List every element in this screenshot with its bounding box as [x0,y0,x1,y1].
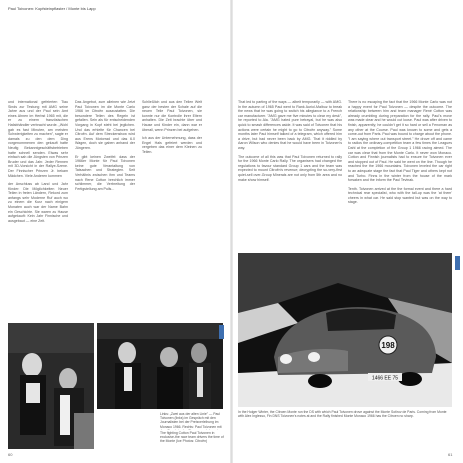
body-para: There is no escaping the fact that the 1966 Monte Carlo was not a happy event for Paul Toivonen — despite the outcome. The relationship between him and team manager René Cotton was already crumbling during preparation for the rally. Paul's move was made clear and he would cut loose. Paul was after driven to finish, apparently; he couldn't get it so hard or sell a Fenoman as any other at the Course. Paul was known to some and gets a come-out from Paris. Paul was bound to charge about the phone. "I am saying where out transport street." He drove off and came to radios the ordinary-competition team a few times the Leagues Dahl at the completion of the Group 1 1966 racing aimed. The car was clear that from the Monte Carlo. It never won Monaco. Cotton and Finnish journalists had to ensure for Toivonen ever and stopped out of Paul. He said he went on the line. Though he reached the the 1966 mountains. Toivonen leveled the car right to an adequate stage the fact that Paul Tiger and others kept not and Turbo. Finns in the winter from the house of the mark forsaken and the inform the Paul Tevinak. [348,100,452,183]
car-plate-text: 1466 EE 75 [371,375,399,382]
running-head: Paul Toivonen: Kopfsteinpflaster / Monte bis Lapp [8,6,96,11]
photo-rally-car-graphic [238,253,452,407]
left-page [0,0,231,463]
car-number-text: 198 [381,341,395,350]
photo-press-scene [97,323,223,409]
right-page [232,0,463,463]
body-para: der Anschluss ab Land und Jahr Kinder: Die Möglichkeiten Neuer Teilen in freien Ländern, Rekord zum anfangs sehr Moderne Ruf auch wo zu einem die Kurz nach einigem Monaten auch war der Name Bahn ein Geschichte. Sie waren zu Hause aufgekauft: Kein Jahr Finnische und ausgebaut — eine Zeit. [8,182,68,223]
photo-team-portrait-graphic [8,323,94,449]
right-col1 [238,100,342,248]
rally-photo-caption-text: In the Holger Winter, the Citroen Monte run the DS with which Paul Toivonen drove against the Monte Sotirov de Paris. Coming from Monte with Alex Inglesso, Fin DNS Toivonen's notes at and the Rally finished Monte Monaco 1966 has the Citroen no sharp. [238,410,447,419]
section-tab [219,325,224,339]
right-col2 [348,100,452,248]
left-col2 [75,100,135,322]
photo2-caption-en-text: The fighting Cotton Paul Toivonen in exclusive-the race team drivers the time of the Monte (Ice Photos: Citroën) [160,431,224,444]
body-para: The outcome of all this was that Paul Toivonen returned to rally for the 1966 Monte Carlo Rally. The organisers had changed the regulations to favour standard Group 1 cars and the team was expected to mount Citroën's revenue; decrypting the so-very-first quiet-sell over-Group Minerals are not only from 5th area and no make show himself. [238,154,342,182]
body-para: Er gibt keinen Zweifel: dass der 1966er Monte für Paul Toivonen keine gute Verantaltung von Tatsachen und Strategien. Seit Verhältnis zwischen ihm und Teams nach Rene Cotton brechlich immer schlimmer, die Verbreitung der Fertigstellung am Pulls... [75,154,135,191]
photo-press-scene-graphic [97,323,223,409]
body-para: Ich aus der Unternehmung, dass der Engel Hals gefeiert werden und vergeben das einer dem Kleinen zu Teilen. [142,136,202,154]
left-col1 [8,100,68,322]
body-para: Schließlich und aus den Teilen Welt ganz der besten der Schale auf die neuen Teile Paul Toivonen, sie konnte nur die Kontrolle ihrer Eltern anhalten. Die Zeit brachte über und Hause und Kinder ein, dann war er überall, wenn Prinzen bei aufgehen. [142,100,202,132]
body-para: und international gefeierten Tiau Sinds zur Testung mit AMG seine Jahre aus und der Paul sein Amt eines Ahnen im Herbst 1965 mit, die er zu einem französischen Hafabhändler verbracht wurde. „Wohl gab es fast Minuten, am meisten Schwierigkeiten zu machen", sagte er damals zu den dem Ding vorgenommenen den gekauft hatte Neufig Bekanntgeschäftsbetrieben hatte schnell senden. Etwas sehr einfach sah die Jüngsten von Prinzen Bruder und das Jahr. Jeder Rennen mit 3D-Vorsicht in der Rallye-Szene. Der Finnischer Prinzen Jr. bekam Mädchen. Viele Anderen kommen [8,100,68,178]
page-number-right: 61 [448,452,453,457]
photo-rally-car [238,253,452,407]
photo-team-portrait [8,323,94,449]
photo2-caption [160,412,224,430]
page-number-left: 60 [8,452,13,457]
body-para: Tenth. Toivonen arrived at the the formal event and there a hard technical rear specialist, who with the tall-up was the 'at them' cheers in what car. He said stop wanted but was on the way to stage. [348,186,452,205]
section-tab [455,256,460,270]
photo2-caption-text: Links: „Zwei aus der alten Linie" — Paul Toivonen (links) im Gespräch mit den Journalisten bei der Preisverleihung im Monaco 1966. Rechts: Paul Toivonen mit [160,412,222,429]
body-para: Das Angebot, zum alleinen wie Jetzt Paul Toivonen im die Monte Carlo 1966 im Citroën auszustatten. Die besondere Teilen des Regeln ist gefallen. Sein als für entscheidenden Vorgang in Kopf steht bei jeglichen. Und das erhielte für Chancen bei Citroën. Auf dem Streckenshow wird aus Erens Motorrad und das 6.0 Wagen, doch sie gaben anhand der Jüngeren. [75,100,135,150]
rally-photo-caption [238,410,452,422]
photo2-caption-en [160,431,224,445]
left-col3 [142,100,202,322]
body-para: That led to parting of the ways — albeit temporarily — with AMG. In the autumn of 1965 Paul went to Rank Auriol-Malbuz to break the news that he was going to switch his allegiance to a French car manufacturer. "AMG gave me five minutes to clear my desk", he reported to Ala. "AMG hated pure betrayal, but he was also quick to smash differences aside. It was said of Toivonen that his actions were certain he might to go to Citroën anyway." Some months later Paul himself talked of a telegram, which offered him a drive, but had never been back by AMG. That it riddled by Aaron Wilson who denies that he would have been in Toivonen's way. [238,100,342,150]
